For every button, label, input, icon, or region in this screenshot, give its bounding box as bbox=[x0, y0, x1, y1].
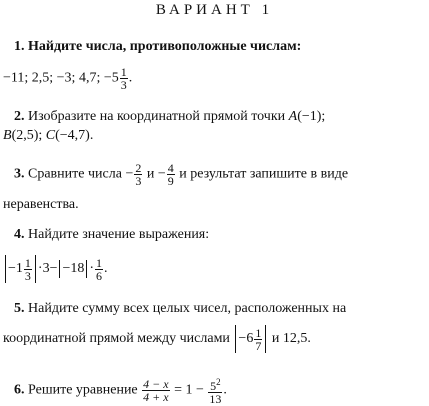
task-4-term-4: · bbox=[89, 261, 95, 277]
task-4-term-2: ·3− bbox=[37, 261, 58, 277]
task-5-fraction-numerator: 1 bbox=[255, 325, 262, 340]
task-4-fraction-1 bbox=[24, 257, 32, 282]
abs-bar-right-1 bbox=[35, 255, 36, 283]
point-b-label: B bbox=[3, 128, 12, 143]
task-1-fraction bbox=[120, 66, 128, 91]
task-1-list: −11; 2,5; −3; 4,7; −5 bbox=[3, 70, 119, 86]
task-6-fraction-1-numerator: 4 − x bbox=[143, 377, 169, 391]
task-3-minus-1: − bbox=[125, 166, 134, 182]
task-3-number: 3. bbox=[14, 166, 25, 182]
abs-bar-left-3 bbox=[235, 325, 236, 353]
task-2-line-1 bbox=[14, 108, 426, 126]
task-6-base: 5 bbox=[210, 379, 217, 393]
point-a-label: A bbox=[288, 109, 298, 124]
task-5-text-a: Найдите сумму всех целых чисел, расположенных на bbox=[28, 301, 347, 316]
task-5-fraction bbox=[254, 327, 262, 352]
task-4-number: 4. bbox=[14, 227, 25, 242]
point-b-value: (2,5); bbox=[11, 128, 43, 143]
variant-title: ВАРИАНТ 1 bbox=[155, 2, 274, 18]
task-4-text: Найдите значение выражения: bbox=[28, 227, 210, 242]
point-c-value: (−4,7). bbox=[55, 128, 94, 143]
task-3-and: и bbox=[146, 166, 155, 182]
task-6-end: . bbox=[223, 382, 227, 398]
task-6-text: Решите уравнение bbox=[28, 382, 138, 398]
task-4-fraction-1-numerator: 1 bbox=[24, 255, 31, 270]
task-6-exponent: 2 bbox=[216, 377, 221, 387]
abs-bar-left-2 bbox=[59, 260, 60, 278]
abs-bar-right-2 bbox=[86, 260, 87, 278]
task-3-fraction-1-denominator: 3 bbox=[135, 174, 142, 188]
task-3-fraction-1 bbox=[134, 162, 142, 187]
task-3-text: Сравните числа bbox=[28, 166, 122, 182]
task-3-fraction-1-numerator: 2 bbox=[135, 161, 142, 175]
task-1-fraction-denominator: 3 bbox=[120, 78, 127, 92]
task-2-number: 2. bbox=[14, 109, 25, 124]
task-1-number: 1. bbox=[14, 39, 25, 54]
task-1-fraction-numerator: 1 bbox=[120, 65, 127, 79]
point-c-label: C bbox=[45, 128, 56, 143]
task-3-minus-2: − bbox=[157, 166, 166, 182]
task-6-fraction-1-denominator: 4 + x bbox=[143, 390, 169, 404]
task-5-line-1 bbox=[14, 300, 426, 318]
abs-bar-right-3 bbox=[265, 325, 266, 353]
abs-bar-left-1 bbox=[5, 255, 6, 283]
task-3-text-b: и результат запишите в виде bbox=[179, 166, 349, 182]
task-1-list-end: . bbox=[128, 70, 133, 86]
task-6-line bbox=[14, 376, 426, 405]
task-3-fraction-2-numerator: 4 bbox=[167, 161, 174, 175]
task-6-fraction-2-numerator bbox=[208, 376, 222, 392]
task-3-line-1 bbox=[14, 162, 426, 187]
task-5-term: −6 bbox=[238, 331, 254, 347]
task-1-text: Найдите числа, противоположные числам: bbox=[28, 39, 302, 54]
task-5-text-c: и 12,5. bbox=[271, 331, 311, 347]
task-6-fraction-2-denominator: 13 bbox=[209, 392, 222, 406]
task-3-line-2 bbox=[3, 196, 426, 214]
task-6-number: 6. bbox=[14, 382, 25, 398]
task-3-fraction-2-denominator: 9 bbox=[167, 174, 174, 188]
task-5-text-b: координатной прямой между числами bbox=[3, 331, 230, 347]
task-4-expression bbox=[3, 255, 426, 283]
task-4-fraction-2-denominator: 6 bbox=[96, 268, 103, 283]
task-4-fraction-2-numerator: 1 bbox=[96, 255, 103, 270]
task-1-heading bbox=[14, 38, 426, 56]
task-4-fraction-2 bbox=[95, 257, 103, 282]
task-5-line-2 bbox=[3, 325, 426, 353]
task-3-fraction-2 bbox=[167, 162, 175, 187]
task-5-fraction-denominator: 7 bbox=[255, 338, 262, 353]
task-4-heading bbox=[14, 226, 426, 244]
task-6-equals: = 1 − bbox=[174, 382, 204, 398]
task-4-term-1: −1 bbox=[8, 261, 23, 277]
task-6-fraction-1 bbox=[142, 378, 169, 403]
task-4-term-3: −18 bbox=[62, 261, 85, 277]
point-a-value: (−1); bbox=[297, 109, 326, 124]
task-6-fraction-2 bbox=[208, 376, 222, 405]
task-2-text: Изобразите на координатной прямой точки bbox=[28, 109, 286, 124]
task-1-numbers bbox=[3, 66, 426, 91]
task-4-fraction-1-denominator: 3 bbox=[24, 268, 31, 283]
task-5-number: 5. bbox=[14, 301, 25, 316]
task-4-end: . bbox=[104, 261, 108, 277]
task-3-text-c: неравенства. bbox=[3, 197, 79, 212]
task-2-line-2 bbox=[3, 127, 426, 145]
